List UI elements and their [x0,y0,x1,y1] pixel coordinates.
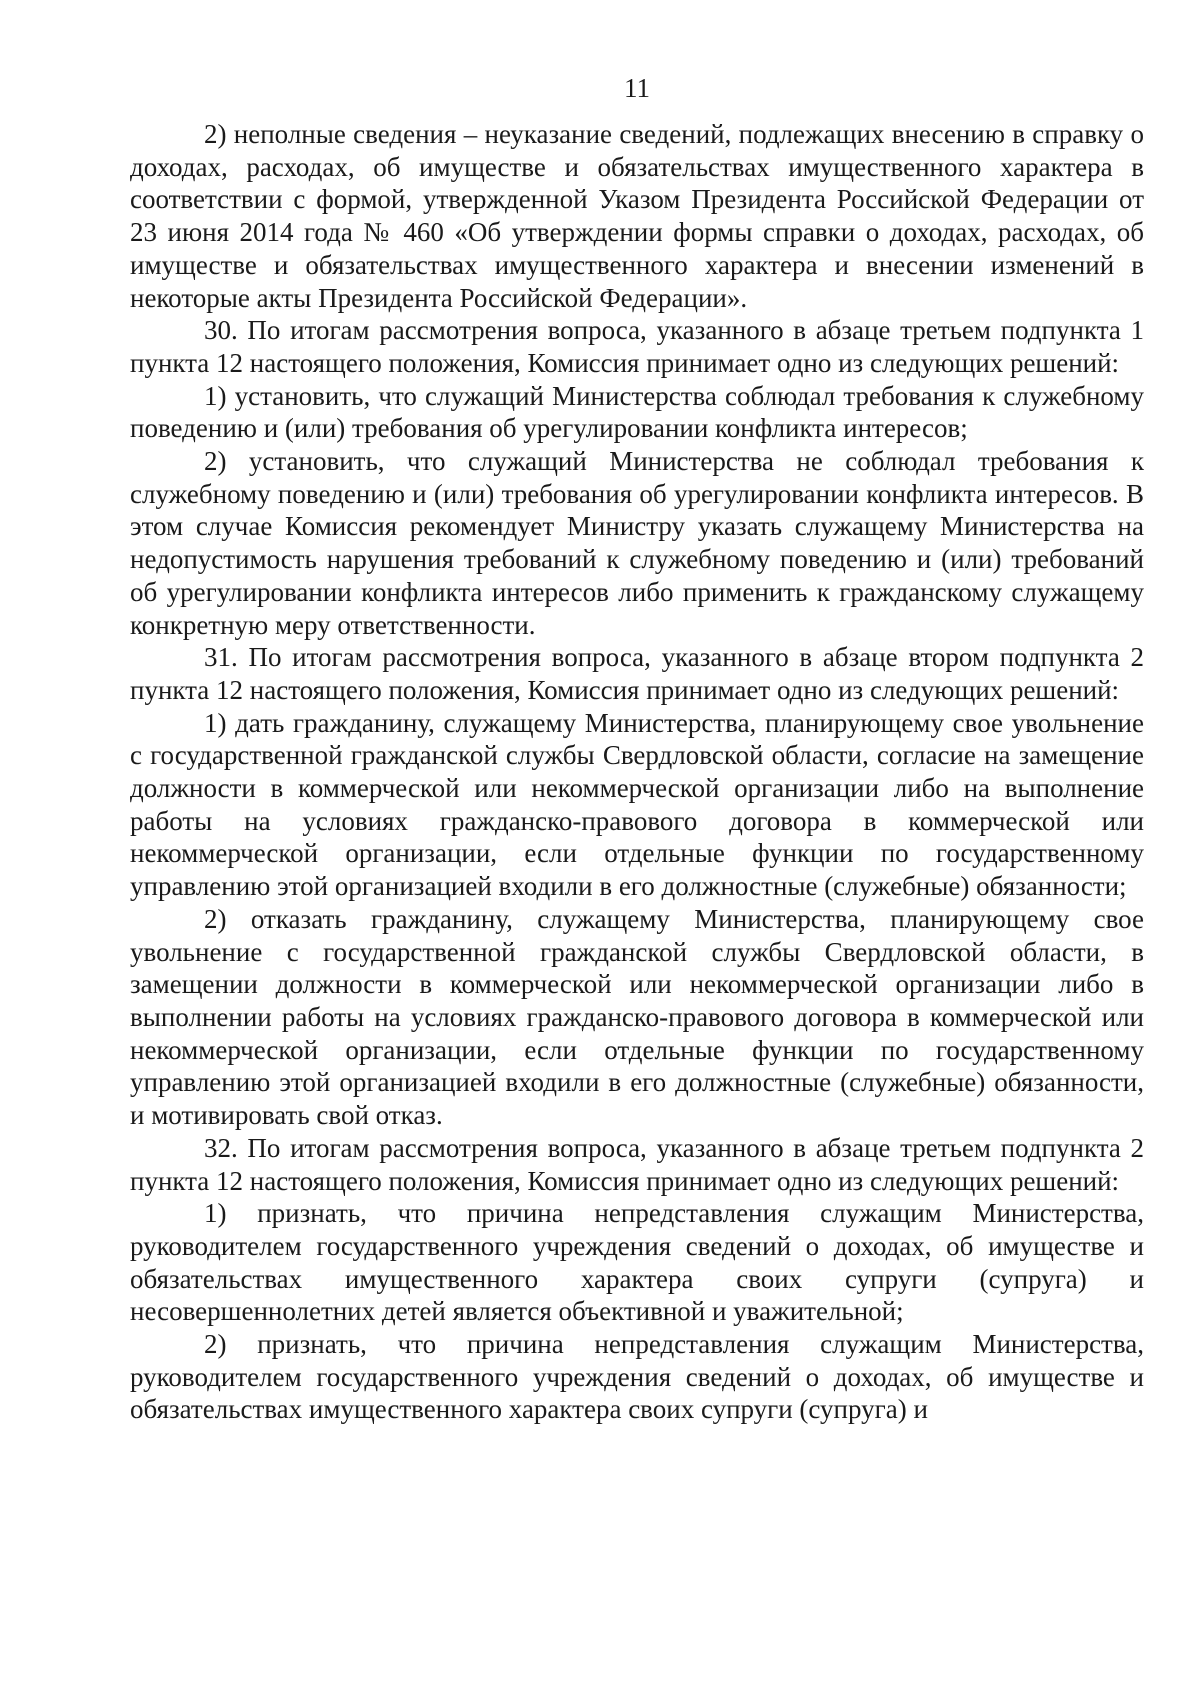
paragraph-30-item-1: 1) установить, что служащий Министерства соблюдал требования к служебному поведению и (или) требования об урегулировании конфликта интересов; [130,380,1144,444]
paragraph-31-item-2: 2) отказать гражданину, служащему Министерства, планирующему свое увольнение с государственной гражданской службы Свердловской области, в замещении должности в коммерческой или некоммерческой организации либо в выполнении работы на условиях гражданско-правового договора в коммерческой или некоммерческой организации, если отдельные функции по государственному управлению этой организацией входили в его должностные (служебные) обязанности, и мотивировать свой отказ. [130,903,1144,1131]
page-number: 11 [624,73,650,103]
paragraph-31-intro: 31. По итогам рассмотрения вопроса, указанного в абзаце втором подпункта 2 пункта 12 настоящего положения, Комиссия принимает одно из следующих решений: [130,642,1144,705]
paragraph-32-item-1: 1) признать, что причина непредставления служащим Министерства, руководителем государственного учреждения сведений о доходах, об имуществе и обязательствах имущественного характера своих супруги (супруга) и несовершеннолетних детей является объективной и уважительной; [130,1198,1144,1327]
paragraph-30-item-2: 2) установить, что служащий Министерства не соблюдал требования к служебному поведению и (или) требования об урегулировании конфликта интересов. В этом случае Комиссия рекомендует Министру указать служащему Министерства на недопустимость нарушения требований к служебному поведению и (или) требований об урегулировании конфликта интересов либо применить к гражданскому служащему конкретную меру ответственности. [130,446,1144,640]
paragraph-32-intro: 32. По итогам рассмотрения вопроса, указанного в абзаце третьем подпункта 2 пункта 12 настоящего положения, Комиссия принимает одно из следующих решений: [130,1132,1144,1196]
paragraph-30-intro: 30. По итогам рассмотрения вопроса, указанного в абзаце третьем подпункта 1 пункта 12 настоящего положения, Комиссия принимает одно из следующих решений: [130,315,1144,378]
paragraph-incomplete-info: 2) неполные сведения – неуказание сведений, подлежащих внесению в справку о доходах, расходах, об имуществе и обязательствах имущественного характера в соответствии с формой, утвержденной Указом Президента Российской Федерации от 23 июня 2014 года № 460 «Об утверждении формы справки о доходах, расходах, об имуществе и обязательствах имущественного характера и внесении изменений в некоторые акты Президента Российской Федерации». [130,119,1144,313]
paragraph-32-item-2: 2) признать, что причина непредставления служащим Министерства, руководителем государственного учреждения сведений о доходах, об имуществе и обязательствах имущественного характера своих супруги (супруга) и [130,1329,1144,1425]
paragraph-31-item-1: 1) дать гражданину, служащему Министерства, планирующему свое увольнение с государственной гражданской службы Свердловской области, согласие на замещение должности в коммерческой или некоммерческой организации либо на выполнение работы на условиях гражданско-правового договора в коммерческой или некоммерческой организации, если отдельные функции по государственному управлению этой организацией входили в его должностные (служебные) обязанности; [130,707,1144,902]
